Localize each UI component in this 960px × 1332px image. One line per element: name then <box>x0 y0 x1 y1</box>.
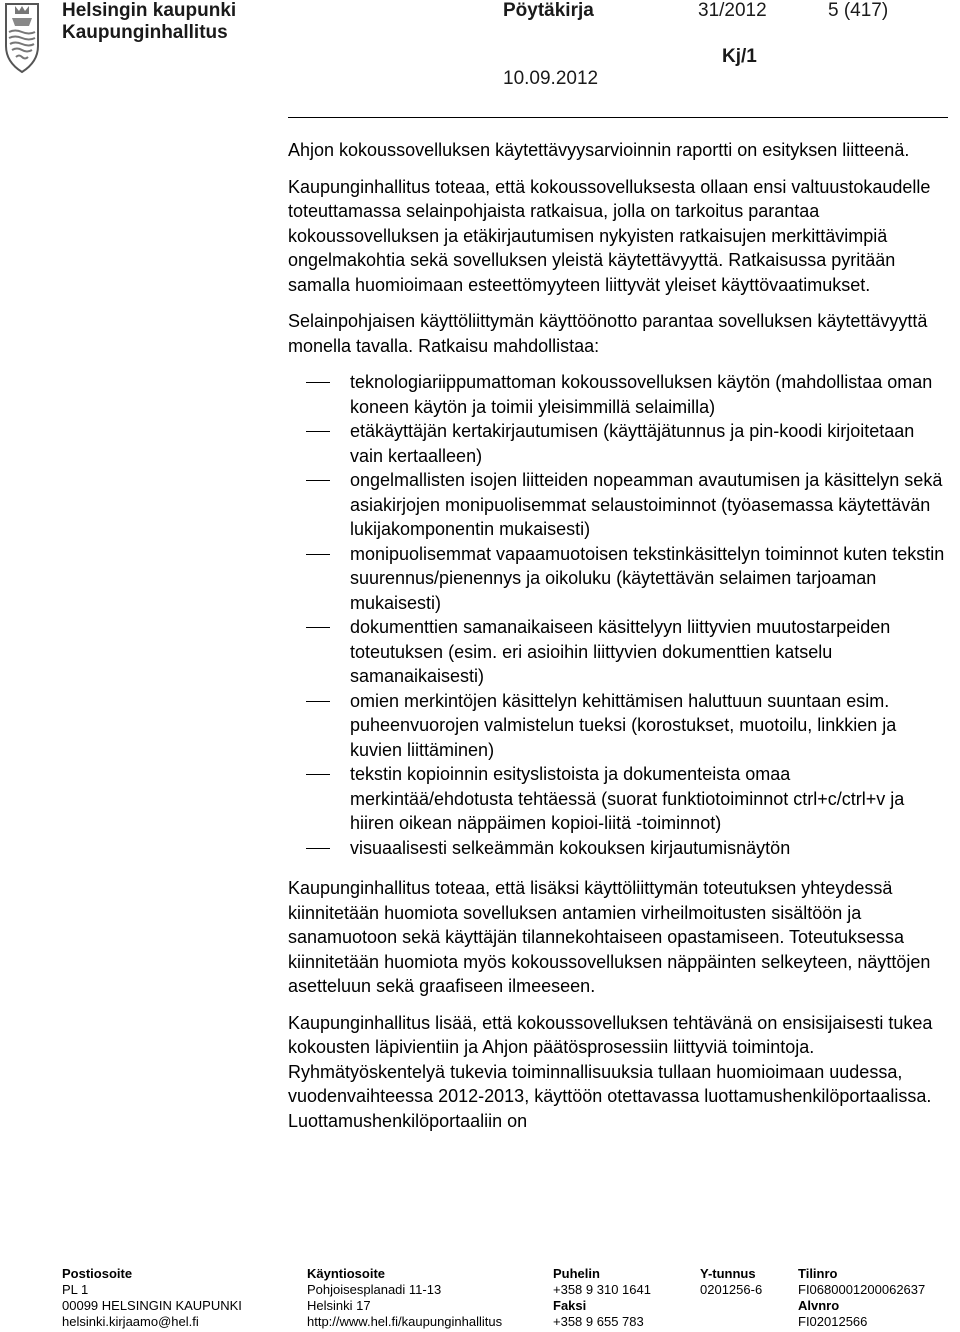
meeting-date: 10.09.2012 <box>503 68 599 89</box>
dash-bullet-icon <box>306 431 330 432</box>
footer-phone: Puhelin +358 9 310 1641 Faksi +358 9 655 783 <box>553 1266 651 1329</box>
organization-name: Helsingin kaupunki <box>62 0 237 21</box>
document-number: 31/2012 <box>698 0 767 21</box>
benefit-list <box>288 370 952 860</box>
dash-bullet-icon <box>306 848 330 849</box>
list-item: teknologiariippumattoman kokoussovelluksen käytön (mahdollistaa oman koneen käytön ja toimii yleisimmillä selaimilla) <box>288 370 952 419</box>
list-item: visuaalisesti selkeämmän kokouksen kirjautumisnäytön <box>288 836 952 861</box>
dash-bullet-icon <box>306 774 330 775</box>
document-type: Pöytäkirja <box>503 0 594 21</box>
page-number: 5 (417) <box>828 0 889 21</box>
footer-account: Tilinro FI0680001200062637 Alvnro FI02012566 <box>798 1266 926 1329</box>
paragraph: Selainpohjaisen käyttöliittymän käyttöönotto parantaa sovelluksen käytettävyyttä monella tavalla. Ratkaisu mahdollistaa: <box>288 311 928 356</box>
list-item: monipuolisemmat vapaamuotoisen tekstinkäsittelyn toiminnot kuten tekstin suurennus/pienennys ja oikoluku (käytettävän selaimen tarjoaman mukaisesti) <box>288 542 952 616</box>
footer-visiting-address: Käyntiosoite Pohjoisesplanadi 11-13 Helsinki 17 http://www.hel.fi/kaupunginhallitus <box>307 1266 503 1329</box>
dash-bullet-icon <box>306 627 330 628</box>
paragraph: Kaupunginhallitus toteaa, että kokoussovelluksesta ollaan ensi valtuustokaudelle toteuttamassa selainpohjaista ratkaisua, jolla on tarkoitus parantaa kokoussovelluksen ja etäkirjautumisen nykyisten ratkaisujen merkittävimpiä ongelmakohtia sekä sovelluksen yleistä käytettävyyttä. Ratkaisussa pyritään samalla huomioimaan esteettömyyteen liittyvät yleiset käyttövaatimukset. <box>288 176 931 295</box>
dash-bullet-icon <box>306 480 330 481</box>
dash-bullet-icon <box>306 701 330 702</box>
header-divider <box>288 117 948 118</box>
footer-website-link[interactable]: http://www.hel.fi/kaupunginhallitus <box>307 1314 503 1329</box>
list-item: dokumenttien samanaikaiseen käsittelyyn liittyvien muutostarpeiden toteutuksen (esim. eri asioihin liittyvien dokumenttien katselu samanaikaisesti) <box>288 615 952 689</box>
list-item: tekstin kopioinnin esityslistoista ja dokumenteista omaa merkintää/ehdotusta tehtäessä (suorat funktiotoiminnot ctrl+c/ctrl+v ja hiiren oikean näppäimen kopioi-liitä -toiminnot) <box>288 762 952 836</box>
paragraph: Kaupunginhallitus lisää, että kokoussovelluksen tehtävänä on ensisijaisesti tukea kokousten läpivientiin ja Ahjon päätösprosessiin liittyviä toimintoja. Ryhmätyöskentelyä tukevia toiminnallisuuksia tullaan huomioimaan uudessa, vuodenvaihteessa 2012-2013, käyttöön otettavassa luottamushenkilöportaalissa. Luottamushenkilöportaaliin on <box>288 1012 933 1131</box>
dash-bullet-icon <box>306 382 330 383</box>
list-item: ongelmallisten isojen liitteiden nopeamman avautumisen ja käsittelyn sekä asiakirjojen monipuolisemmat selaustoiminnot (työasemassa käytettävän lukijakomponentin mukaisesti) <box>288 468 952 542</box>
helsinki-crest-icon <box>2 2 42 74</box>
footer-postal-address: Postiosoite PL 1 00099 HELSINGIN KAUPUNKI helsinki.kirjaamo@hel.fi <box>62 1266 242 1329</box>
paragraph: Ahjon kokoussovelluksen käytettävyysarvioinnin raportti on esityksen liitteenä. <box>288 140 910 160</box>
dash-bullet-icon <box>306 554 330 555</box>
footer-business-id: Y-tunnus 0201256-6 <box>700 1266 763 1297</box>
section-code: Kj/1 <box>722 46 757 67</box>
list-item: etäkäyttäjän kertakirjautumisen (käyttäjätunnus ja pin-koodi kirjoitetaan vain kertaalleen) <box>288 419 952 468</box>
paragraph: Kaupunginhallitus toteaa, että lisäksi käyttöliittymän toteutuksen yhteydessä kiinnitetään huomiota sovelluksen antamien virheilmoitusten sisältöön ja sanamuotoon sekä käyttäjän tilannekohtaiseen opastamiseen. Toteutuksessa kiinnitetään huomiota myös kokoussovelluksen näppäinten selkeyteen, näyttöjen asetteluun sekä graafiseen ilmeeseen. <box>288 878 931 996</box>
footer-email-link[interactable]: helsinki.kirjaamo@hel.fi <box>62 1314 199 1329</box>
document-body <box>288 138 952 1145</box>
organization-unit: Kaupunginhallitus <box>62 22 228 43</box>
list-item: omien merkintöjen käsittelyn kehittämisen haluttuun suuntaan esim. puheenvuorojen valmistelun tueksi (korostukset, muotoilu, linkkien ja kuvien liittäminen) <box>288 689 952 763</box>
